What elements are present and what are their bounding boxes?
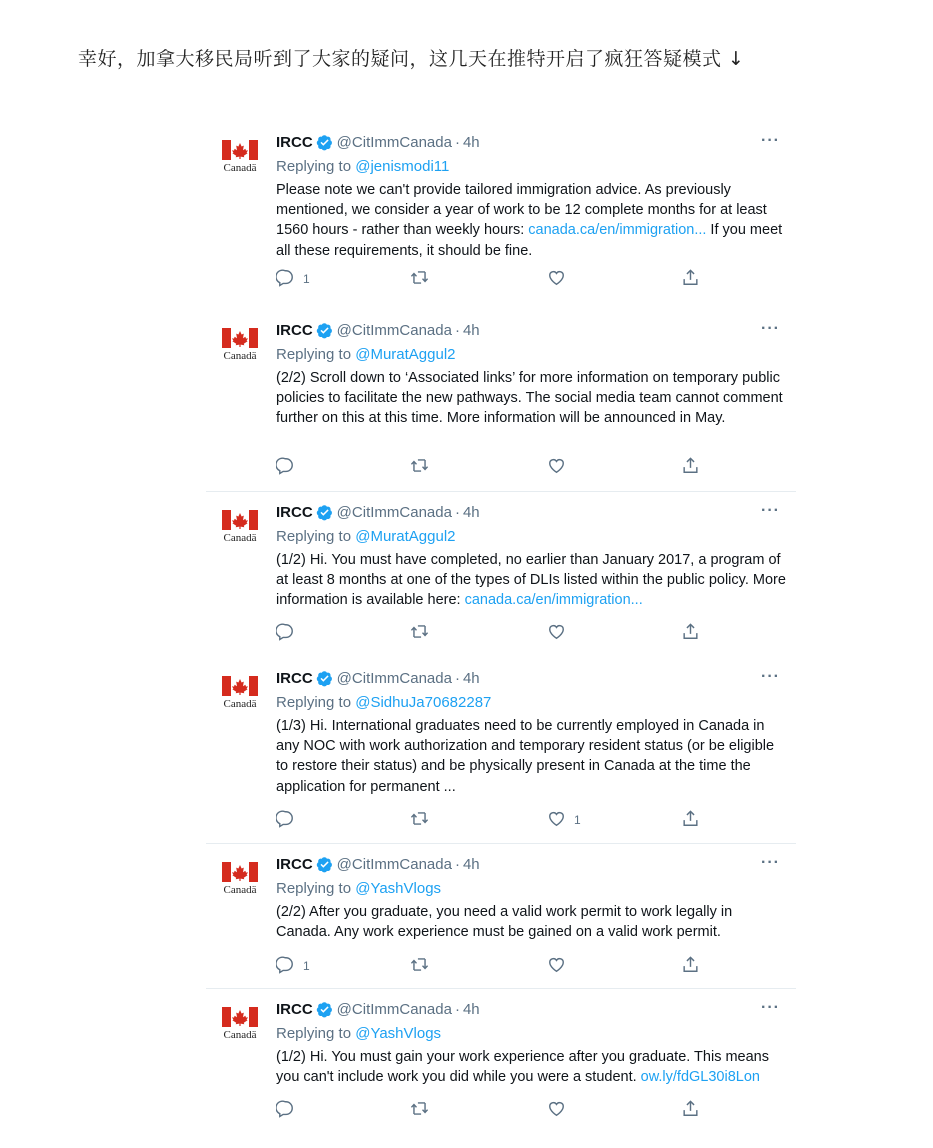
logo-wordmark: Canadä: [223, 532, 257, 544]
tweet-actions: [276, 456, 716, 480]
tweet-text-main: (1/2) Hi. You must have completed, no earlier than January 2017, a program of at least 8 months at one of the types of DLIs listed within the public policy. More information is available here:: [276, 552, 786, 609]
tweet-text-main: (1/2) Hi. You must gain your work experience after you graduate. This means you can't include work you did while you were a student.: [276, 1049, 769, 1086]
tweet-text-continued: If you meet all these requirements, it should be fine.: [276, 222, 783, 259]
tweet-card[interactable]: [206, 843, 796, 985]
reply-icon: [276, 1099, 295, 1121]
replying-to-label: Replying to: [276, 880, 356, 897]
user-handle[interactable]: @CitImmCanada: [336, 133, 452, 151]
tweet-header: [276, 999, 480, 1019]
tweet-header: [276, 320, 480, 340]
tweet-actions: [276, 809, 716, 833]
mention-link[interactable]: @MuratAggul2: [355, 528, 456, 545]
replying-to: [276, 1025, 441, 1042]
verified-badge-icon: [316, 322, 333, 339]
verified-badge-icon: [316, 504, 333, 521]
verified-badge-icon: [316, 134, 333, 151]
timestamp[interactable]: 4h: [462, 503, 480, 521]
timestamp[interactable]: 4h: [462, 321, 480, 339]
tweet-header: [276, 854, 480, 874]
retweet-icon: [410, 809, 429, 831]
share-button[interactable]: [681, 955, 700, 977]
replying-to-label: Replying to: [276, 1025, 356, 1042]
more-icon[interactable]: ···: [761, 854, 780, 871]
retweet-button[interactable]: [410, 809, 429, 831]
tweet-link[interactable]: canada.ca/en/immigration...: [464, 592, 643, 609]
share-button[interactable]: [681, 456, 700, 478]
separator-dot: ·: [454, 1000, 460, 1018]
tweet-link[interactable]: canada.ca/en/immigration...: [528, 222, 707, 239]
user-handle[interactable]: @CitImmCanada: [336, 669, 452, 687]
canada-flag-icon: [222, 676, 258, 696]
separator-dot: ·: [454, 669, 460, 687]
reply-button[interactable]: [276, 1099, 303, 1121]
like-button[interactable]: [547, 809, 581, 831]
share-icon: [681, 268, 700, 290]
replying-to: [276, 880, 441, 897]
logo-wordmark: Canadä: [223, 884, 257, 896]
avatar[interactable]: [220, 676, 260, 716]
logo-wordmark: Canadä: [223, 698, 257, 710]
reply-icon: [276, 622, 295, 644]
more-icon[interactable]: ···: [761, 668, 780, 685]
canada-flag-icon: [222, 140, 258, 160]
verified-badge-icon: [316, 856, 333, 873]
logo-wordmark: Canadä: [223, 1029, 257, 1041]
reply-icon: [276, 268, 295, 290]
display-name[interactable]: IRCC: [276, 321, 313, 339]
retweet-icon: [410, 955, 429, 977]
mention-link[interactable]: @SidhuJa70682287: [355, 694, 492, 711]
retweet-icon: [410, 1099, 429, 1121]
share-button[interactable]: [681, 809, 700, 831]
timestamp[interactable]: 4h: [462, 855, 480, 873]
tweet-text: [276, 1047, 788, 1087]
retweet-button[interactable]: [410, 622, 429, 644]
reply-count: 1: [303, 959, 310, 973]
share-icon: [681, 622, 700, 644]
tweet-text: [276, 550, 788, 611]
separator-dot: ·: [454, 503, 460, 521]
display-name[interactable]: IRCC: [276, 133, 313, 151]
replying-to-label: Replying to: [276, 346, 356, 363]
retweet-button[interactable]: [410, 1099, 429, 1121]
mention-link[interactable]: @jenismodi11: [355, 158, 450, 175]
replying-to-label: Replying to: [276, 158, 356, 175]
more-icon[interactable]: ···: [761, 502, 780, 519]
separator-dot: ·: [454, 855, 460, 873]
tweet-header: [276, 668, 480, 688]
tweet-text-main: (2/2) After you graduate, you need a valid work permit to work legally in Canada. Any work experience must be gained on a valid work permit.: [276, 904, 733, 941]
tweet-card[interactable]: [206, 491, 796, 651]
tweet-card[interactable]: [206, 988, 796, 1128]
canada-flag-icon: [222, 1007, 258, 1027]
tweet-actions: [276, 622, 716, 646]
replying-to: [276, 346, 456, 363]
like-count: 1: [574, 813, 581, 827]
separator-dot: ·: [454, 133, 460, 151]
tweet-text-main: (1/3) Hi. International graduates need to be currently employed in Canada in any NOC with work authorization and temporary resident status (or be eligible to restore their status) and be physically present in Canada at the time the application for permanent ...: [276, 718, 775, 795]
like-button[interactable]: [547, 955, 574, 977]
reply-button[interactable]: [276, 955, 310, 977]
reply-icon: [276, 456, 295, 478]
tweet-link[interactable]: ow.ly/fdGL30i8Lon: [640, 1069, 760, 1086]
tweet-text-main: (2/2) Scroll down to ‘Associated links’ for more information on temporary public policies to facilitate the new pathways. The social media team cannot comment further on this at this time. More information will be announced in May.: [276, 370, 783, 427]
logo-wordmark: Canadä: [223, 350, 257, 362]
avatar[interactable]: [220, 510, 260, 550]
display-name[interactable]: IRCC: [276, 503, 313, 521]
like-icon: [547, 456, 566, 478]
tweet-actions: [276, 955, 716, 979]
replying-to-label: Replying to: [276, 694, 356, 711]
user-handle[interactable]: @CitImmCanada: [336, 1000, 452, 1018]
reply-icon: [276, 809, 295, 831]
like-icon: [547, 622, 566, 644]
retweet-button[interactable]: [410, 268, 429, 290]
reply-button[interactable]: [276, 456, 303, 478]
reply-button[interactable]: [276, 622, 303, 644]
like-icon: [547, 955, 566, 977]
avatar[interactable]: [220, 140, 260, 180]
replying-to: [276, 694, 491, 711]
share-button[interactable]: [681, 622, 700, 644]
tweet-text: [276, 180, 788, 261]
user-handle[interactable]: @CitImmCanada: [336, 855, 452, 873]
avatar[interactable]: [220, 328, 260, 368]
like-icon: [547, 268, 566, 290]
tweet-card[interactable]: [206, 310, 796, 490]
tweet-actions: [276, 1099, 716, 1123]
share-button[interactable]: [681, 1099, 700, 1121]
display-name[interactable]: IRCC: [276, 1000, 313, 1018]
timestamp[interactable]: 4h: [462, 133, 480, 151]
separator-dot: ·: [454, 321, 460, 339]
retweet-icon: [410, 268, 429, 290]
verified-badge-icon: [316, 1001, 333, 1018]
article-intro-text: 幸好，加拿大移民局听到了大家的疑问，这几天在推特开启了疯狂答疑模式 ↓: [78, 48, 745, 70]
tweet-text: [276, 902, 788, 942]
mention-link[interactable]: @YashVlogs: [355, 880, 442, 897]
timestamp[interactable]: 4h: [462, 1000, 480, 1018]
like-icon: [547, 1099, 566, 1121]
avatar[interactable]: [220, 1007, 260, 1047]
tweet-text-main: Please note we can't provide tailored immigration advice. As previously mentioned, we consider a year of work to be 12 complete months for at least 1560 hours - rather than weekly hours:: [276, 182, 767, 239]
display-name[interactable]: IRCC: [276, 669, 313, 687]
like-button[interactable]: [547, 1099, 574, 1121]
replying-to-label: Replying to: [276, 528, 356, 545]
share-icon: [681, 809, 700, 831]
timestamp[interactable]: 4h: [462, 669, 480, 687]
retweet-button[interactable]: [410, 456, 429, 478]
share-icon: [681, 955, 700, 977]
user-handle[interactable]: @CitImmCanada: [336, 503, 452, 521]
canada-flag-icon: [222, 328, 258, 348]
retweet-icon: [410, 622, 429, 644]
reply-icon: [276, 955, 295, 977]
reply-button[interactable]: [276, 809, 303, 831]
retweet-button[interactable]: [410, 955, 429, 977]
tweet-text: [276, 716, 788, 797]
tweet-header: [276, 132, 480, 152]
share-icon: [681, 1099, 700, 1121]
share-icon: [681, 456, 700, 478]
retweet-icon: [410, 456, 429, 478]
like-button[interactable]: [547, 456, 574, 478]
display-name[interactable]: IRCC: [276, 855, 313, 873]
like-button[interactable]: [547, 622, 574, 644]
tweet-actions: [276, 268, 716, 292]
canada-flag-icon: [222, 862, 258, 882]
reply-count: 1: [303, 272, 310, 286]
share-button[interactable]: [681, 268, 700, 290]
like-button[interactable]: [547, 268, 574, 290]
more-icon[interactable]: ···: [761, 999, 780, 1016]
avatar[interactable]: [220, 862, 260, 902]
more-icon[interactable]: ···: [761, 132, 780, 149]
more-icon[interactable]: ···: [761, 320, 780, 337]
like-icon: [547, 809, 566, 831]
verified-badge-icon: [316, 670, 333, 687]
tweet-header: [276, 502, 480, 522]
logo-wordmark: Canadä: [223, 162, 257, 174]
canada-flag-icon: [222, 510, 258, 530]
reply-button[interactable]: [276, 268, 310, 290]
tweet-text: [276, 368, 788, 429]
replying-to: [276, 158, 449, 175]
mention-link[interactable]: @YashVlogs: [355, 1025, 442, 1042]
tweet-card[interactable]: [206, 122, 796, 307]
mention-link[interactable]: @MuratAggul2: [355, 346, 456, 363]
replying-to: [276, 528, 456, 545]
tweet-card[interactable]: [206, 658, 796, 838]
user-handle[interactable]: @CitImmCanada: [336, 321, 452, 339]
